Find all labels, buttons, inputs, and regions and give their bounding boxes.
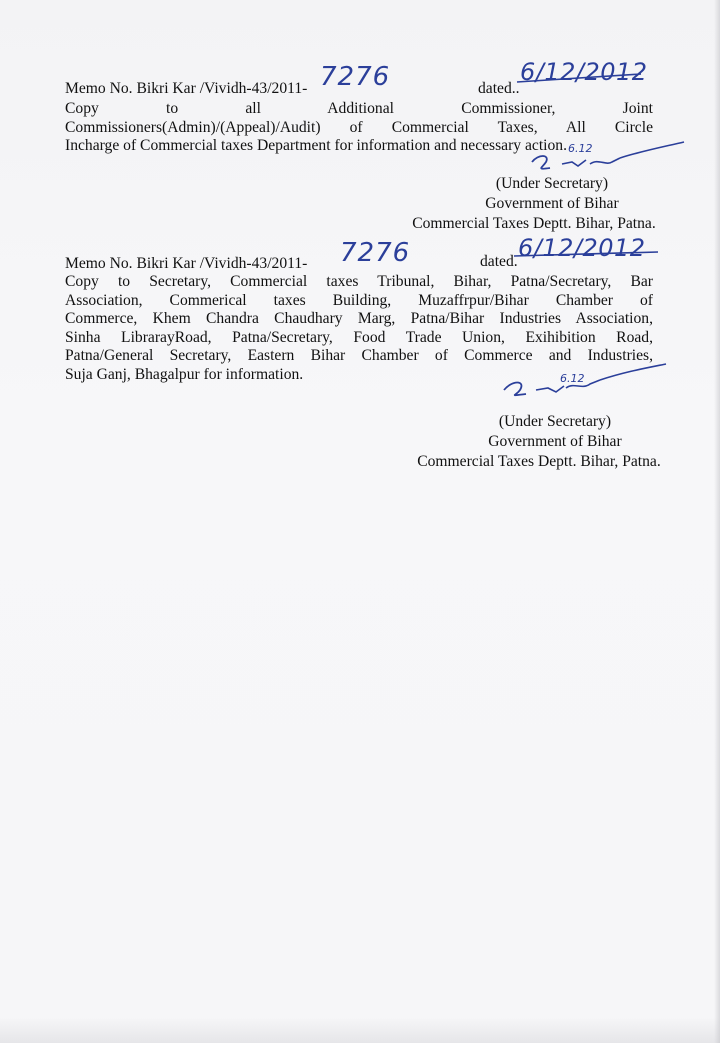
memo2-body-line-2: Association, Commerical taxes Building, Muzaffrpur/Bihar Chamber of <box>65 291 653 309</box>
memo2-dated: dated. <box>480 253 518 270</box>
memo1-body-line-3: Incharge of Commercial taxes Department for information and necessary action. <box>65 137 567 155</box>
signature1-block <box>400 174 668 234</box>
memo2-body-line-4: Sinha LibrarayRoad, Patna/Secretary, Food Trade Union, Exihibition Road, <box>65 328 653 346</box>
memo2-dated-label: dated <box>480 253 514 270</box>
memo2-handwritten-date: 6/12/2012 <box>518 234 646 262</box>
memo1-handwritten-date: 6/12/2012 <box>520 58 648 86</box>
signature1-dept: Commercial Taxes Deptt. Bihar, Patna. <box>412 215 656 232</box>
memo1-body-line-1 <box>65 100 653 119</box>
signature2-scribble <box>500 362 670 402</box>
memo1-dated-label: dated <box>478 80 512 97</box>
memo2-body-line-5: Patna/General Secretary, Eastern Bihar Chamber of Commerce and Industries, <box>65 347 653 365</box>
scan-edge-bottom <box>0 1017 720 1043</box>
memo1-handwritten-number: 7276 <box>320 62 391 92</box>
word: Commissioner, <box>461 100 556 117</box>
signature1-scribble <box>528 140 688 176</box>
signature2-block <box>404 412 674 472</box>
memo1-date-underline <box>515 72 645 86</box>
signature2-initials: 6.12 <box>560 372 585 385</box>
word: Additional <box>327 100 394 117</box>
word: all <box>245 100 261 117</box>
memo2-body-line-1: Copy to Secretary, Commercial taxes Tribunal, Bihar, Patna/Secretary, Bar <box>65 273 653 290</box>
memo2-handwritten-number: 7276 <box>340 238 411 268</box>
signature1-title: (Under Secretary) <box>495 175 609 192</box>
memo1-prefix: Memo No. Bikri Kar /Vividh-43/2011- <box>65 80 308 97</box>
memo2-body-line-3: Commerce, Khem Chandra Chaudhary Marg, Patna/Bihar Industries Association, <box>65 310 653 328</box>
signature2-org: Government of Bihar <box>488 433 622 450</box>
memo2-body-line-6: Suja Ganj, Bhagalpur for information. <box>65 365 304 383</box>
word: to <box>166 100 179 117</box>
memo2-prefix: Memo No. Bikri Kar /Vividh-43/2011- <box>65 255 308 272</box>
scan-edge-right <box>714 0 720 1043</box>
signature2-dept: Commercial Taxes Deptt. Bihar, Patna. <box>417 453 661 470</box>
memo1-body-line-2: Commissioners(Admin)/(Appeal)/Audit) of Commercial Taxes, All Circle <box>65 118 653 136</box>
word: Joint <box>622 100 653 117</box>
signature1-initials: 6.12 <box>568 142 593 155</box>
word: Copy <box>65 100 99 117</box>
memo1-dated: dated.. <box>478 80 520 97</box>
memo2-date-underline <box>512 248 662 262</box>
signature1-org: Government of Bihar <box>485 195 619 212</box>
signature2-title: (Under Secretary) <box>498 413 612 430</box>
